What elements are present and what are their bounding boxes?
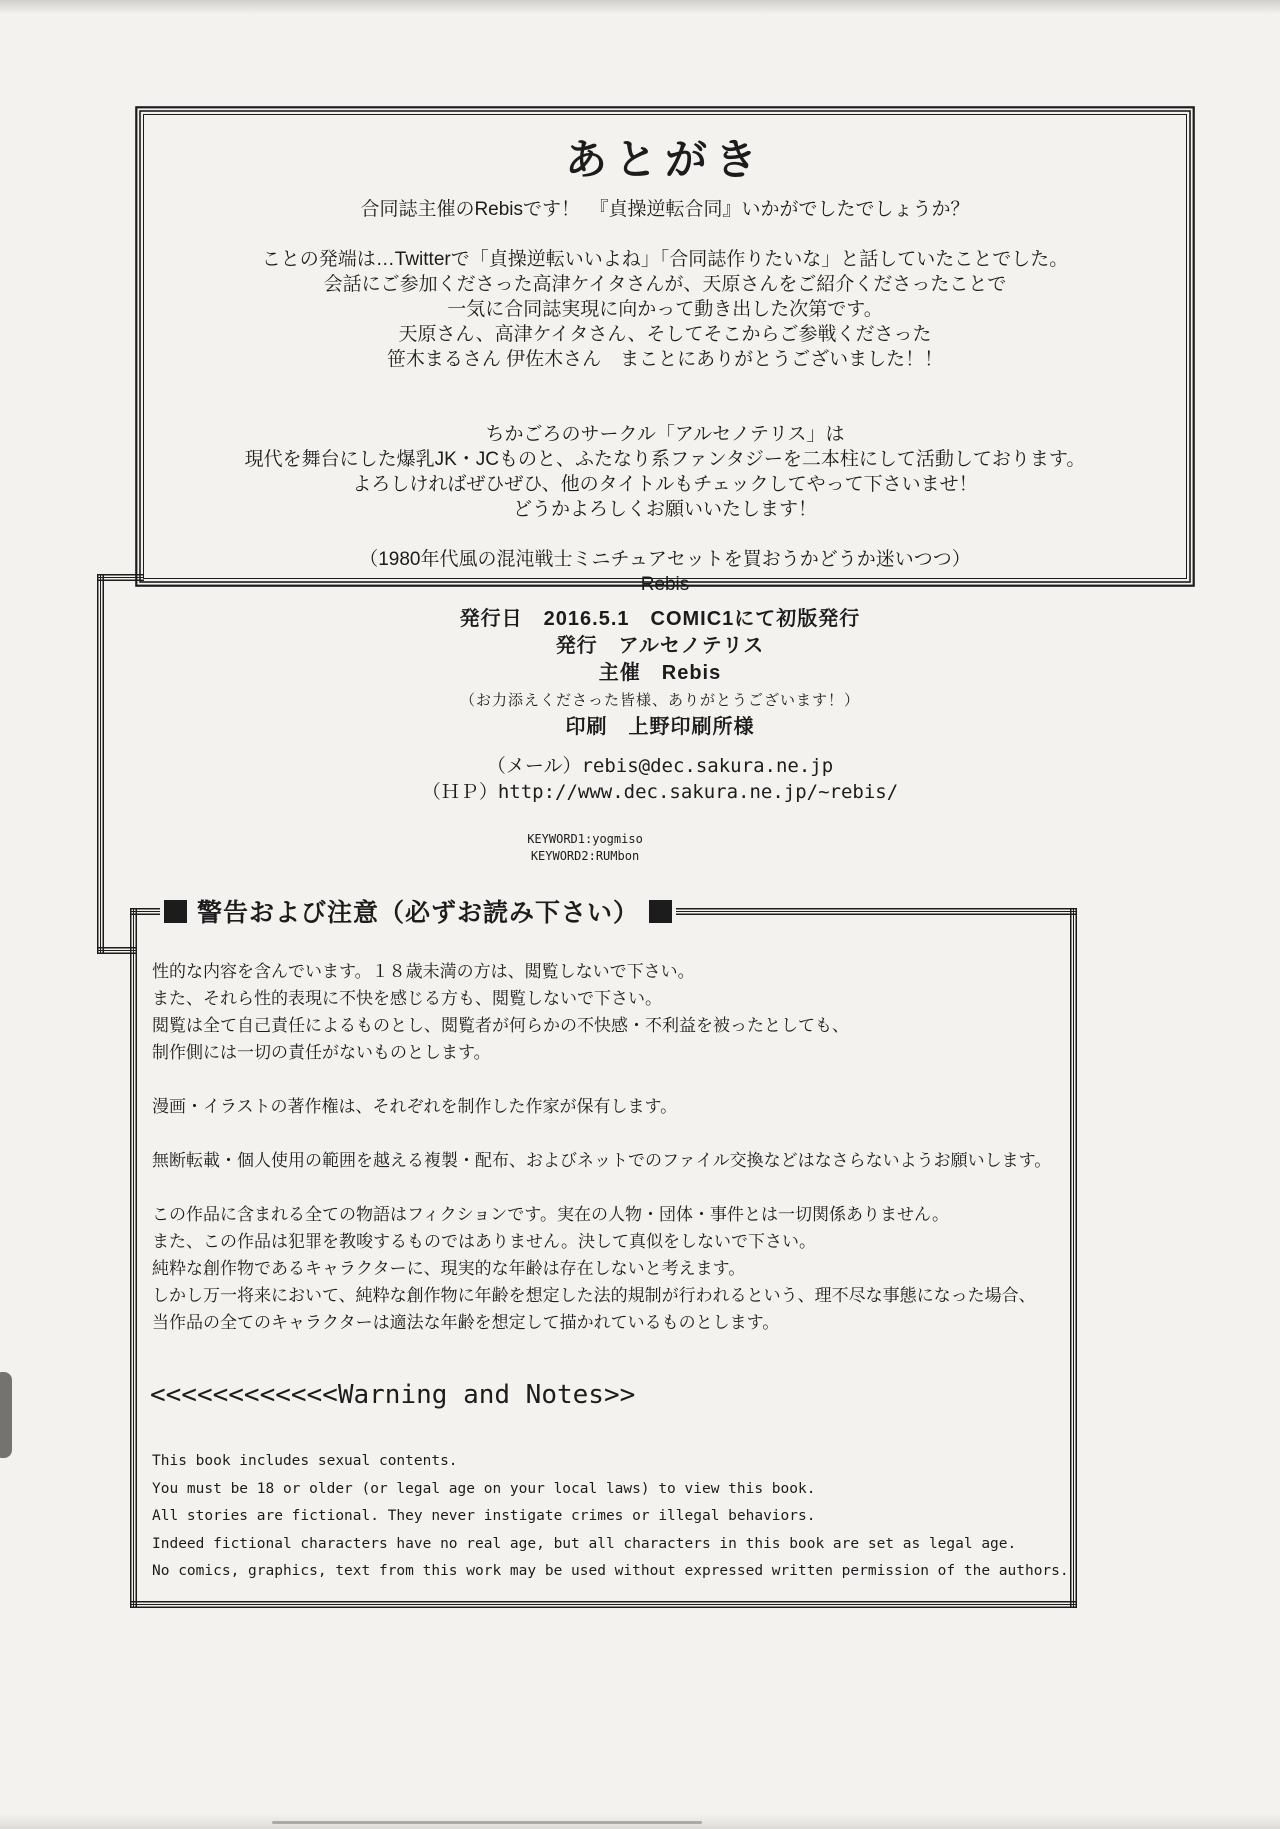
warning-en-header: <<<<<<<<<<<<Warning and Notes>> bbox=[150, 1380, 636, 1410]
warning-jp-line: 制作側には一切の責任がないものとします。 bbox=[152, 1043, 491, 1062]
afterword-line: （1980年代風の混沌戦士ミニチュアセットを買おうかどうか迷いつつ） bbox=[359, 549, 971, 570]
warning-box-top-border bbox=[676, 908, 1077, 915]
afterword-line: 会話にご参加くださった高津ケイタさんが、天原さんをご紹介くださったことで bbox=[323, 274, 1007, 295]
warning-jp-line: 漫画・イラストの著作権は、それぞれを制作した作家が保有します。 bbox=[152, 1097, 678, 1116]
warning-en-line: This book includes sexual contents. bbox=[152, 1453, 458, 1469]
warning-en-line: All stories are fictional. They never instigate crimes or illegal behaviors. bbox=[152, 1508, 816, 1524]
afterword-line: よろしければぜひぜひ、他のタイトルもチェックしてやって下さいませ！ bbox=[352, 474, 978, 495]
warning-jp-line bbox=[152, 1066, 1072, 1093]
connector-left-vertical-line bbox=[97, 574, 104, 954]
warning-box-left-border bbox=[130, 908, 137, 1608]
warning-jp-line: 性的な内容を含んでいます。１８歳未満の方は、閲覧しないで下さい。 bbox=[152, 962, 695, 981]
colophon-publisher: 発行 アルセノテリス bbox=[555, 635, 765, 657]
colophon-publish-date: 発行日 2016.5.1 COMIC1にて初版発行 bbox=[459, 608, 861, 630]
warning-header-title: 警告および注意（必ずお読み下さい） bbox=[197, 899, 640, 927]
warning-en-line: Indeed fictional characters have no real age, but all characters in this book are set as legal age. bbox=[152, 1535, 1017, 1552]
afterword-text bbox=[144, 197, 1186, 597]
afterword-line: 一気に合同誌実現に向かって動き出した次第です。 bbox=[447, 299, 883, 320]
afterword-line bbox=[144, 222, 1186, 247]
afterword-title: あとがき bbox=[564, 136, 765, 183]
keyword-1: KEYWORD1:yogmiso bbox=[527, 832, 643, 846]
afterword-line: 合同誌主催のRebisです！ 『貞操逆転合同』いかがでしたでしょうか？ bbox=[360, 199, 970, 220]
warning-jp-line: この作品に含まれる全ての物語はフィクションです。実在の人物・団体・事件とは一切関係ありません。 bbox=[152, 1205, 949, 1224]
warning-box-bottom-border bbox=[130, 1601, 1077, 1608]
afterword-line bbox=[144, 397, 1186, 422]
contact-block bbox=[40, 753, 1280, 805]
black-square-icon bbox=[649, 900, 672, 923]
warning-jp-line bbox=[152, 1120, 1072, 1147]
contact-email: （メール）rebis@dec.sakura.ne.jp bbox=[486, 755, 834, 777]
colophon-thanks-note: （お力添えくださった皆様、ありがとうございます！） bbox=[459, 692, 860, 709]
warning-jp-line bbox=[152, 1174, 1072, 1201]
warning-header bbox=[130, 891, 1077, 931]
afterword-line: どうかよろしくお願いいたします！ bbox=[512, 499, 817, 520]
afterword-line: 現代を舞台にした爆乳JK・JCものと、ふたなり系ファンタジーを二本柱にして活動しております。 bbox=[244, 449, 1086, 470]
black-square-icon bbox=[164, 900, 187, 923]
afterword-line: 天原さん、高津ケイタさん、そしてそこからご参戦くださった bbox=[398, 324, 932, 345]
contact-homepage-url: （ＨＰ）http://www.dec.sakura.ne.jp/~rebis/ bbox=[421, 781, 899, 803]
connector-top-stub-line bbox=[97, 574, 144, 581]
keywords-block bbox=[0, 831, 1170, 865]
warning-jp-line: 無断転載・個人使用の範囲を越える複製・配布、およびネットでのファイル交換などはなさらないようお願いします。 bbox=[152, 1151, 1052, 1170]
warning-jp-line: 閲覧は全て自己責任によるものとし、閲覧者が何らかの不快感・不利益を被ったとしても、 bbox=[152, 1016, 849, 1035]
afterword-line bbox=[144, 372, 1186, 397]
scan-top-shade bbox=[0, 0, 1280, 14]
afterword-box bbox=[143, 114, 1187, 595]
afterword-line: ことの発端は…Twitterで「貞操逆転いいよね」「合同誌作りたいな」と話していたことでした。 bbox=[261, 249, 1069, 270]
warning-jp-line: また、それら性的表現に不快を感じる方も、閲覧しないで下さい。 bbox=[152, 989, 662, 1008]
afterword-signature: Rebis bbox=[640, 574, 690, 595]
afterword-line: 笹木まるさん 伊佐木さん まことにありがとうございました！！ bbox=[386, 349, 944, 370]
warning-jp-line: また、この作品は犯罪を教唆するものではありません。決して真似をしないで下さい。 bbox=[152, 1232, 817, 1251]
warning-english-text bbox=[152, 1448, 1092, 1586]
warning-jp-line: 純粋な創作物であるキャラクターに、現実的な年齢は存在しないと考えます。 bbox=[152, 1259, 746, 1278]
warning-en-line: No comics, graphics, text from this work may be used without expressed written permission of the authors. bbox=[152, 1563, 1069, 1579]
warning-japanese-text bbox=[152, 958, 1072, 1336]
colophon-printer: 印刷 上野印刷所様 bbox=[565, 716, 755, 738]
warning-jp-line: しかし万一将来において、純粋な創作物に年齢を想定した法的規制が行われるという、理不尽な事態になった場合、 bbox=[152, 1286, 1036, 1305]
warning-en-line: You must be 18 or older (or legal age on your local laws) to view this book. bbox=[152, 1480, 816, 1497]
afterword-line bbox=[144, 522, 1186, 547]
colophon-organizer: 主催 Rebis bbox=[598, 662, 722, 684]
colophon bbox=[40, 606, 1280, 741]
scan-bottom-shade bbox=[0, 1814, 1280, 1829]
afterword-line: ちかごろのサークル「アルセノテリス」は bbox=[485, 424, 845, 445]
scan-edge-smudge bbox=[0, 1372, 12, 1458]
warning-jp-line: 当作品の全てのキャラクターは適法な年齢を想定して描かれているものとします。 bbox=[152, 1313, 780, 1332]
warning-box-top-left-stub bbox=[130, 908, 160, 915]
keyword-2: KEYWORD2:RUMbon bbox=[530, 849, 640, 863]
